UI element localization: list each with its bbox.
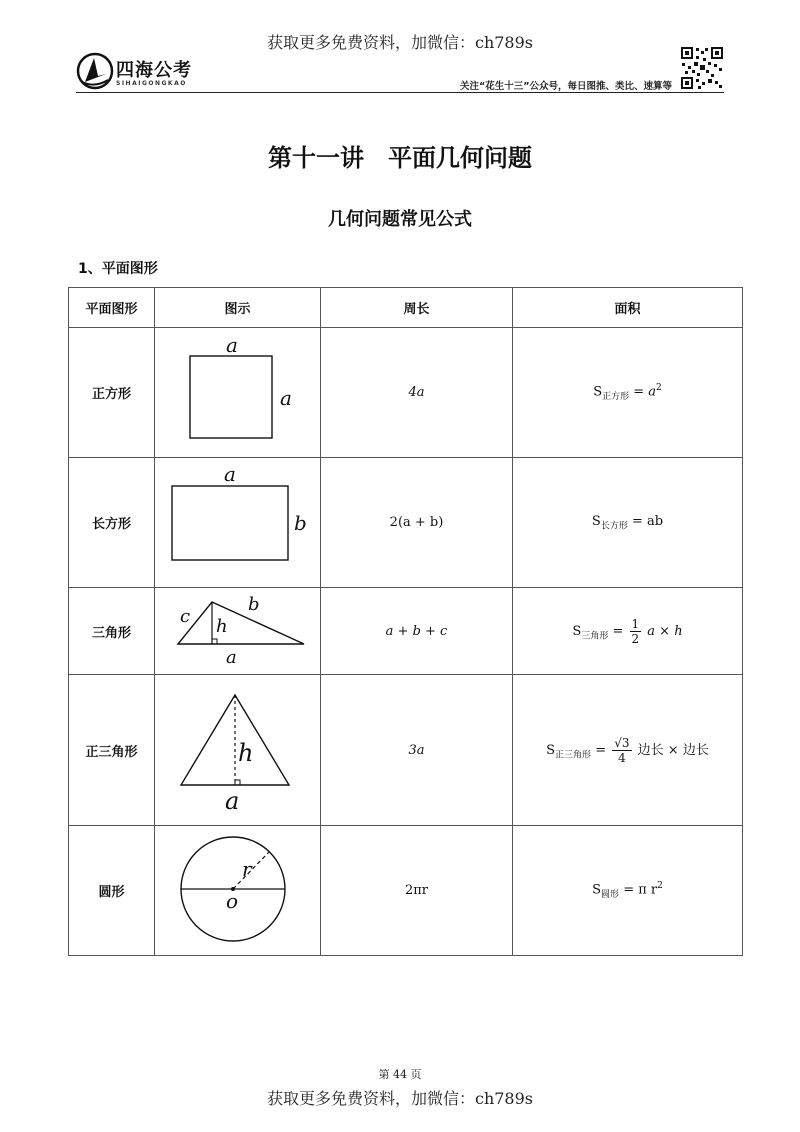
label-r: r xyxy=(241,857,252,881)
label-h: h xyxy=(215,616,228,637)
area-formula xyxy=(513,675,743,826)
label-h: h xyxy=(237,739,253,767)
area-tail: 边长 × 边长 xyxy=(637,742,709,758)
label-b: b xyxy=(247,594,260,615)
header-cell: 面积 xyxy=(513,288,743,328)
header-cell: 平面图形 xyxy=(69,288,155,328)
fraction xyxy=(630,617,642,646)
label-c: c xyxy=(179,606,190,627)
area-rhs: = a xyxy=(633,384,657,400)
qr-code-icon xyxy=(680,46,724,90)
fraction-numerator: √3 xyxy=(614,735,630,750)
shape-name: 三角形 xyxy=(69,588,155,675)
page-number: 第 44 页 xyxy=(378,1068,422,1081)
area-rhs: = ab xyxy=(631,513,664,529)
bottom-banner: 获取更多免费资料，加微信：ch789s xyxy=(266,1089,534,1108)
area-equals: = xyxy=(595,742,607,758)
area-formula xyxy=(513,826,743,956)
area-subscript: 正方形 xyxy=(602,391,630,402)
section-heading: 1、平面图形 xyxy=(78,261,158,277)
label-a: a xyxy=(225,647,237,668)
perimeter-value: 2(a + b) xyxy=(321,458,513,588)
fraction xyxy=(612,736,631,765)
logo xyxy=(76,52,216,92)
label-o: o xyxy=(225,889,238,913)
area-formula xyxy=(513,458,743,588)
label-top: a xyxy=(225,333,238,357)
area-symbol: S xyxy=(591,513,601,529)
area-subscript: 三角形 xyxy=(581,631,609,642)
equilateral-triangle-figure xyxy=(156,675,320,821)
area-exponent: 2 xyxy=(657,881,663,892)
area-formula xyxy=(513,328,743,458)
label-side: b xyxy=(293,511,307,535)
area-symbol: S xyxy=(593,384,603,400)
sail-logo-icon xyxy=(76,52,114,90)
figure-cell xyxy=(155,328,321,458)
figure-cell xyxy=(155,458,321,588)
shape-name: 正方形 xyxy=(69,328,155,458)
area-subscript: 圆形 xyxy=(601,889,620,900)
table-row-square xyxy=(69,328,743,458)
area-tail: a × h xyxy=(647,623,683,639)
perimeter-value: 2πr xyxy=(321,826,513,956)
shape-name: 正三角形 xyxy=(69,675,155,826)
table-row-triangle xyxy=(69,588,743,675)
area-symbol: S xyxy=(572,623,582,639)
page-title: 第十一讲 平面几何问题 xyxy=(268,144,532,172)
fraction-denominator: 2 xyxy=(631,631,640,646)
perimeter-value: 3a xyxy=(321,675,513,826)
fraction-numerator: 1 xyxy=(631,616,640,631)
figure-cell xyxy=(155,675,321,826)
logo-name: 四海公考 xyxy=(116,60,192,81)
table-row-rectangle xyxy=(69,458,743,588)
label-side: a xyxy=(279,386,292,410)
header-slogan: 关注“花生十三”公众号，每日图推、类比、速算等 xyxy=(460,81,672,92)
circle-figure xyxy=(156,826,320,951)
header-rule xyxy=(76,92,724,93)
area-equals: = xyxy=(612,623,624,639)
area-exponent: 2 xyxy=(656,383,662,394)
label-a: a xyxy=(224,787,239,815)
top-banner: 获取更多免费资料，加微信：ch789s xyxy=(266,33,534,52)
perimeter-value: 4a xyxy=(321,328,513,458)
fraction-denominator: 4 xyxy=(618,750,626,765)
area-subscript: 正三角形 xyxy=(555,750,592,761)
header-cell: 周长 xyxy=(321,288,513,328)
header-cell: 图示 xyxy=(155,288,321,328)
area-rhs: = π r xyxy=(623,882,658,898)
area-formula xyxy=(513,588,743,675)
area-symbol: S xyxy=(592,882,602,898)
table-header-row xyxy=(69,288,743,328)
table-row-circle xyxy=(69,826,743,956)
logo-subtitle: SIHAIGONGKAO xyxy=(116,80,187,87)
page-header xyxy=(76,46,724,94)
figure-cell xyxy=(155,826,321,956)
triangle-figure xyxy=(156,588,320,670)
table-row-equilateral-triangle xyxy=(69,675,743,826)
perimeter-value: a + b + c xyxy=(321,588,513,675)
figure-cell xyxy=(155,588,321,675)
page-subtitle: 几何问题常见公式 xyxy=(328,209,472,230)
shape-name: 圆形 xyxy=(69,826,155,956)
area-symbol: S xyxy=(546,742,556,758)
label-top: a xyxy=(223,462,236,486)
formula-table xyxy=(68,287,743,956)
shape-name: 长方形 xyxy=(69,458,155,588)
square-figure xyxy=(156,328,320,453)
rectangle-figure xyxy=(156,458,320,583)
area-subscript: 长方形 xyxy=(600,521,628,532)
